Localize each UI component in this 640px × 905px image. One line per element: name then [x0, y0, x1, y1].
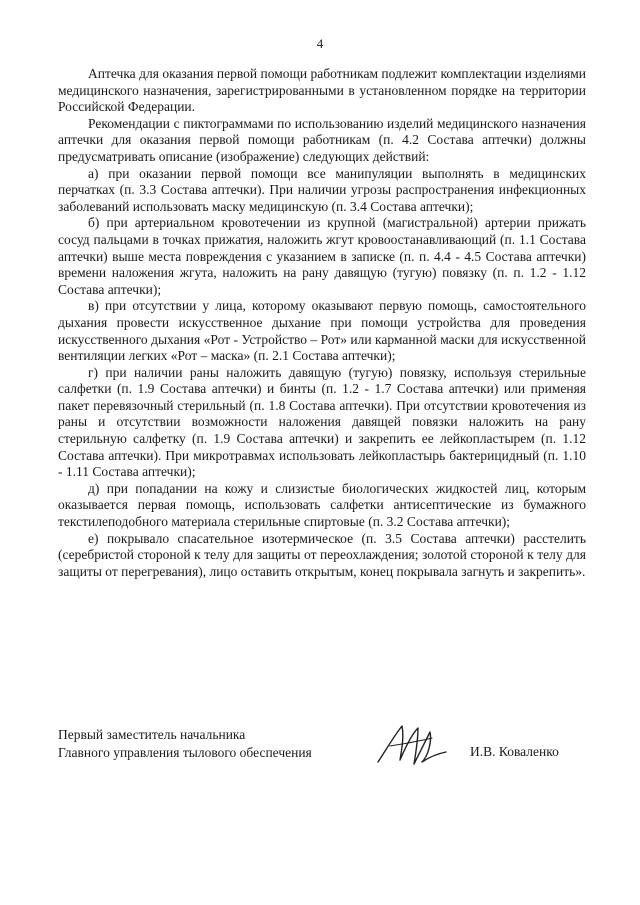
page-number: 4: [316, 36, 324, 51]
signatory-title-line: Первый заместитель начальника: [58, 727, 246, 742]
document-body: [58, 66, 586, 580]
paragraph: б) при артериальном кровотечении из крупной (магистральной) артерии прижать сосуд пальцами в точках прижатия, наложить жгут кровоостанавливающий (п. 1.1 Состава аптечки) выше места повреждения с указанием в записке (п. п. 4.4 - 4.5 Состава аптечки) времени наложения жгута, наложить на рану давящую (тугую) повязку (п. п. 1.2 - 1.12 Состава аптечки);: [58, 215, 586, 297]
paragraph: е) покрывало спасательное изотермическое (п. 3.5 Состава аптечки) расстелить (серебристой стороной к телу для защиты от переохлаждения; золотой стороной к телу для защиты от перегревания), лицо оставить открытым, конец покрывала загнуть и закрепить».: [58, 530, 586, 579]
signatory-name: И.В. Коваленко: [470, 744, 559, 759]
signatory-title-line: Главного управления тылового обеспечения: [58, 745, 312, 760]
handwritten-signature: [372, 716, 452, 776]
signatory-title: [58, 726, 312, 762]
paragraph: д) при попадании на кожу и слизистые биологических жидкостей лиц, которым оказывается первая помощь, использовать салфетки антисептические из бумажного текстилеподобного материала стерильные спиртовые (п. 3.2 Состава аптечки);: [58, 480, 586, 530]
paragraph: Рекомендации с пиктограммами по использованию изделий медицинского назначения аптечки для оказания первой помощи работникам (п. 4.2 Состава аптечки) должны предусматривать описание (изображение) следующих действий:: [58, 115, 586, 164]
paragraph: г) при наличии раны наложить давящую (тугую) повязку, используя стерильные салфетки (п. 1.9 Состава аптечки) и бинты (п. 1.2 - 1.7 Состава аптечки) или применяя пакет перевязочный стерильный (п. 1.8 Состава аптечки). При отсутствии кровотечения из раны и отсутствии возможности наложения давящей повязки наложить на рану стерильную салфетку (п. 1.9 Состава аптечки) и закрепить ее лейкопластырем (п. 1.12 Состава аптечки). При микротравмах использовать лейкопластырь бактерицидный (п. 1.10 - 1.11 Состава аптечки);: [58, 364, 586, 480]
paragraph: а) при оказании первой помощи все манипуляции выполнять в медицинских перчатках (п. 3.3 Состава аптечки). При наличии угрозы распространения инфекционных заболеваний использовать маску медицинскую (п. 3.4 Состава аптечки);: [58, 165, 586, 214]
paragraph: в) при отсутствии у лица, которому оказывают первую помощь, самостоятельного дыхания провести искусственное дыхание при помощи устройства для проведения искусственного дыхания «Рот - Устройство – Рот» или карманной маски для искусственной вентиляции легких «Рот – маска» (п. 2.1 Состава аптечки);: [58, 298, 586, 364]
paragraph: Аптечка для оказания первой помощи работникам подлежит комплектации изделиями медицинского назначения, зарегистрированными в установленном порядке на территории Российской Федерации.: [58, 66, 586, 115]
